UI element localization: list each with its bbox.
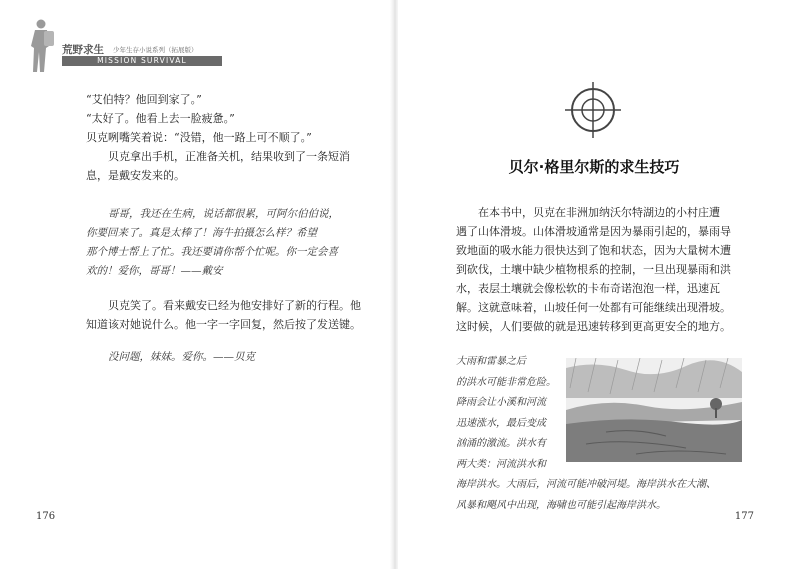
body-line: 致地面的吸水能力很快达到了饱和状态，因为大量树木遭	[456, 244, 731, 257]
body-line: 遇了山体滑坡。山体滑坡通常是因为暴雨引起的，暴雨导	[456, 225, 731, 238]
story-line: 贝克咧嘴笑着说：“没错，他一路上可不顺了。”	[86, 131, 312, 144]
caption-line: 迅速涨水，最后变成	[456, 417, 546, 429]
message-line: 你要回来了。真是太棒了！海牛拍摄怎么样？希望	[86, 227, 317, 239]
caption-line: 风暴和飓风中出现，海啸也可能引起海岸洪水。	[456, 499, 666, 511]
message-line: 没问题，妹妹。爱你。——贝克	[108, 351, 255, 363]
left-page	[0, 0, 392, 569]
illustration-caption	[456, 352, 756, 516]
story-line: 知道该对她说什么。他一字一字回复，然后按了发送键。	[86, 318, 361, 331]
survival-tips-paragraph	[456, 203, 756, 336]
caption-line: 大雨和雷暴之后	[456, 356, 526, 367]
caption-line: 的洪水可能非常危险。	[456, 376, 556, 388]
right-page	[398, 0, 790, 569]
page-number-right: 177	[734, 511, 754, 522]
body-line: 水，表层土壤就会像松软的卡布奇诺泡泡一样，迅速瓦	[456, 282, 720, 295]
body-line: 解。这就意味着，山坡任何一处都有可能继续出现滑坡。	[456, 301, 731, 314]
hiker-silhouette-icon	[22, 18, 56, 73]
message-line: 欢的！爱你，哥哥！——戴安	[86, 265, 223, 277]
series-subtitle: 少年生存小说系列（拓展版）	[113, 46, 198, 54]
section-title: 贝尔·格里尔斯的求生技巧	[508, 158, 680, 176]
body-line: 到砍伐，土壤中缺少植物根系的控制，一旦出现暴雨和洪	[456, 263, 731, 276]
caption-line: 海岸洪水。大雨后，河流可能冲破河堤。海岸洪水在大潮、	[456, 479, 716, 490]
text-message-diane	[86, 205, 356, 281]
text-message-beck	[86, 348, 356, 367]
story-paragraph-top	[86, 90, 356, 185]
crosshair-icon	[563, 80, 623, 140]
caption-line: 两大类：河流洪水和	[456, 458, 546, 470]
story-line: 贝克笑了。看来戴安已经为他安排好了新的行程。他	[108, 299, 361, 312]
series-title: 荒野求生	[62, 44, 104, 56]
caption-line: 汹涌的激流。洪水有	[456, 438, 546, 449]
page-number-left: 176	[36, 511, 56, 522]
series-header	[22, 18, 232, 73]
body-line: 在本书中，贝克在非洲加纳沃尔特湖边的小村庄遭	[478, 206, 720, 219]
mission-survival-band: MISSION SURVIVAL	[62, 56, 222, 66]
message-line: 那个博士帮上了忙。我还要请你帮个忙呢。你一定会喜	[86, 246, 338, 258]
story-paragraph-bottom	[86, 296, 361, 334]
story-line: “太好了。他看上去一脸疲惫。”	[86, 112, 235, 125]
story-line: 息，是戴安发来的。	[86, 169, 185, 182]
message-line: 哥哥，我还在生病，说话都很累，可阿尔伯伯说，	[108, 208, 339, 220]
caption-line: 降雨会让小溪和河流	[456, 397, 546, 408]
story-line: “艾伯特？他回到家了。”	[86, 93, 202, 106]
story-line: 贝克拿出手机，正准备关机，结果收到了一条短消	[108, 150, 350, 163]
body-line: 这时候，人们要做的就是迅速转移到更高更安全的地方。	[456, 320, 731, 333]
